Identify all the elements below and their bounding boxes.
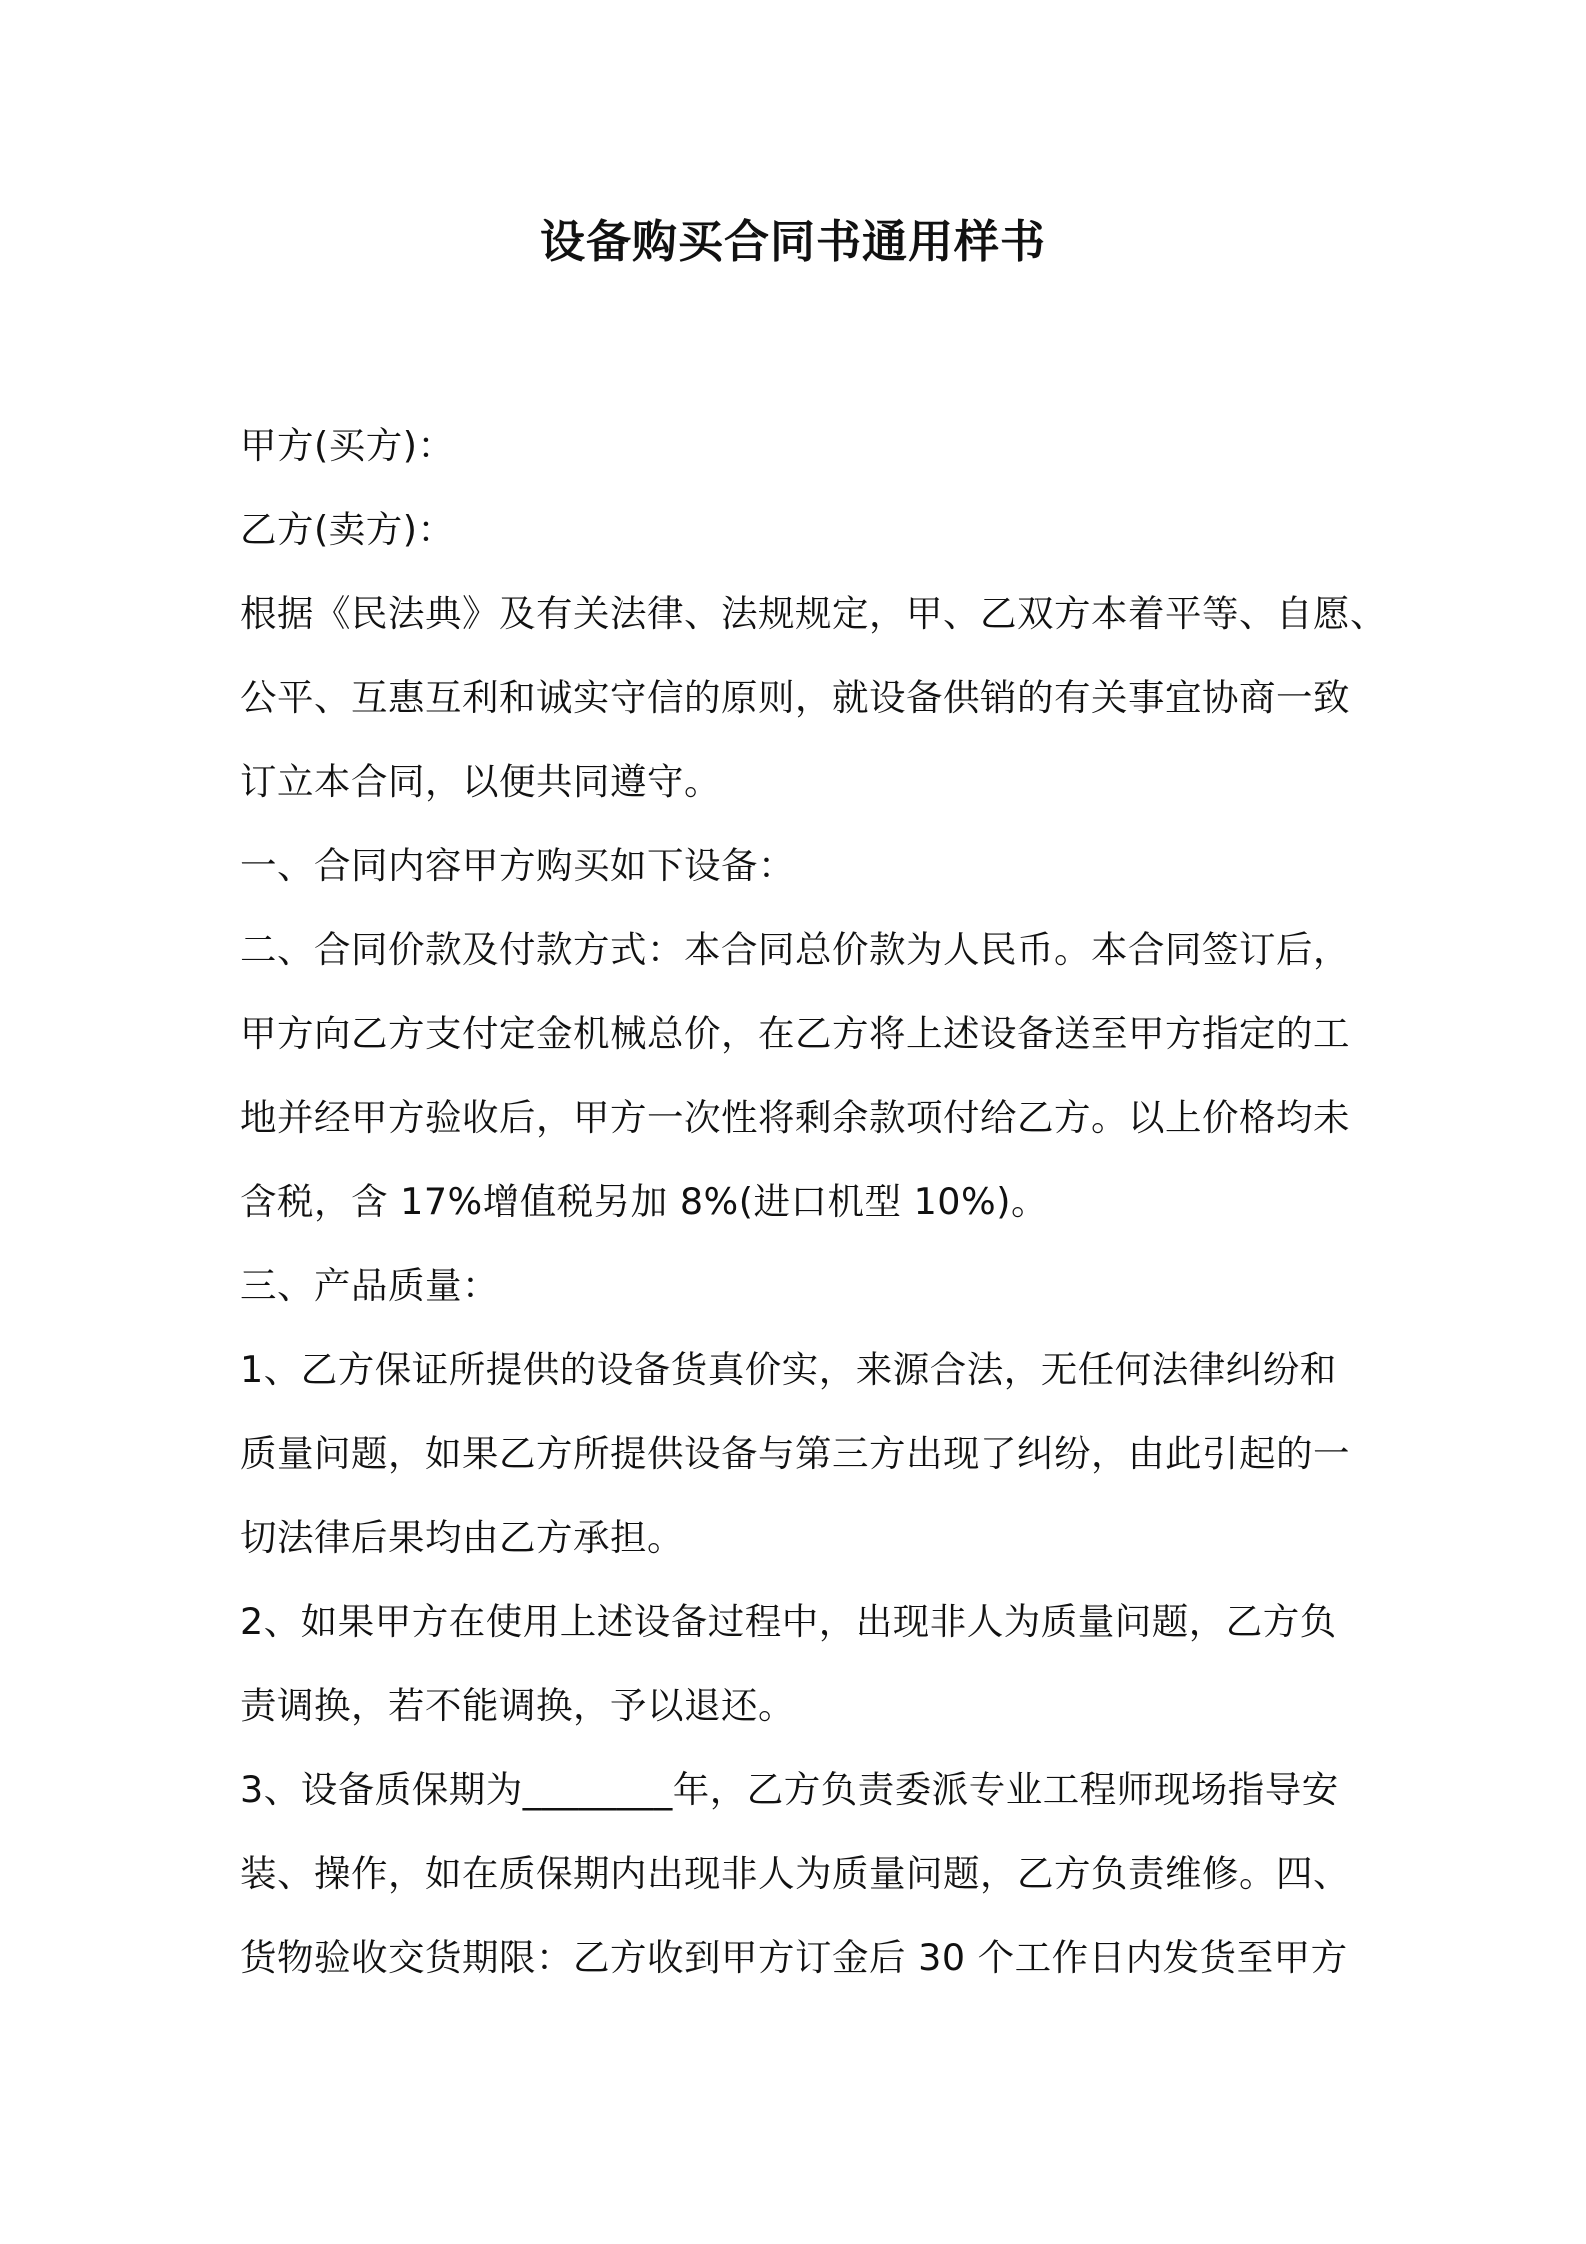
- section-1-heading: 一、合同内容甲方购买如下设备：: [240, 844, 795, 887]
- section-2-line-3: 地并经甲方验收后，甲方一次性将剩余款项付给乙方。以上价格均未: [240, 1096, 1350, 1139]
- clause-3-3-line-2: 装、操作，如在质保期内出现非人为质量问题，乙方负责维修。四、: [240, 1852, 1350, 1895]
- clause-3-1-line-2: 质量问题，如果乙方所提供设备与第三方出现了纠纷，由此引起的一: [240, 1432, 1350, 1475]
- section-2-line-2: 甲方向乙方支付定金机械总价，在乙方将上述设备送至甲方指定的工: [240, 1012, 1350, 1055]
- party-a-line: 甲方(买方)：: [240, 424, 455, 467]
- preamble-line-1: 根据《民法典》及有关法律、法规规定，甲、乙双方本着平等、自愿、: [240, 592, 1387, 635]
- document-title: 设备购买合同书通用样书: [539, 215, 1046, 268]
- party-b-line: 乙方(卖方)：: [240, 508, 455, 551]
- clause-3-2-line-2: 责调换，若不能调换，予以退还。: [240, 1684, 795, 1727]
- section-2-line-4: 含税，含 17%增值税另加 8%(进口机型 10%)。: [240, 1180, 1048, 1223]
- clause-3-1-line-3: 切法律后果均由乙方承担。: [240, 1516, 684, 1559]
- preamble-line-2: 公平、互惠互利和诚实守信的原则，就设备供销的有关事宜协商一致: [240, 676, 1350, 719]
- clause-3-3-line-1: 3、设备质保期为________年，乙方负责委派专业工程师现场指导安: [240, 1768, 1339, 1811]
- section-4-line-1: 货物验收交货期限：乙方收到甲方订金后 30 个工作日内发货至甲方: [240, 1936, 1348, 1979]
- clause-3-2-line-1: 2、如果甲方在使用上述设备过程中，出现非人为质量问题，乙方负: [240, 1600, 1337, 1643]
- preamble-line-3: 订立本合同，以便共同遵守。: [240, 760, 721, 803]
- section-2-line-1: 二、合同价款及付款方式：本合同总价款为人民币。本合同签订后，: [240, 928, 1350, 971]
- clause-3-1-line-1: 1、乙方保证所提供的设备货真价实，来源合法，无任何法律纠纷和: [240, 1348, 1337, 1391]
- section-3-heading: 三、产品质量：: [240, 1264, 499, 1307]
- document-body: [240, 404, 1387, 2000]
